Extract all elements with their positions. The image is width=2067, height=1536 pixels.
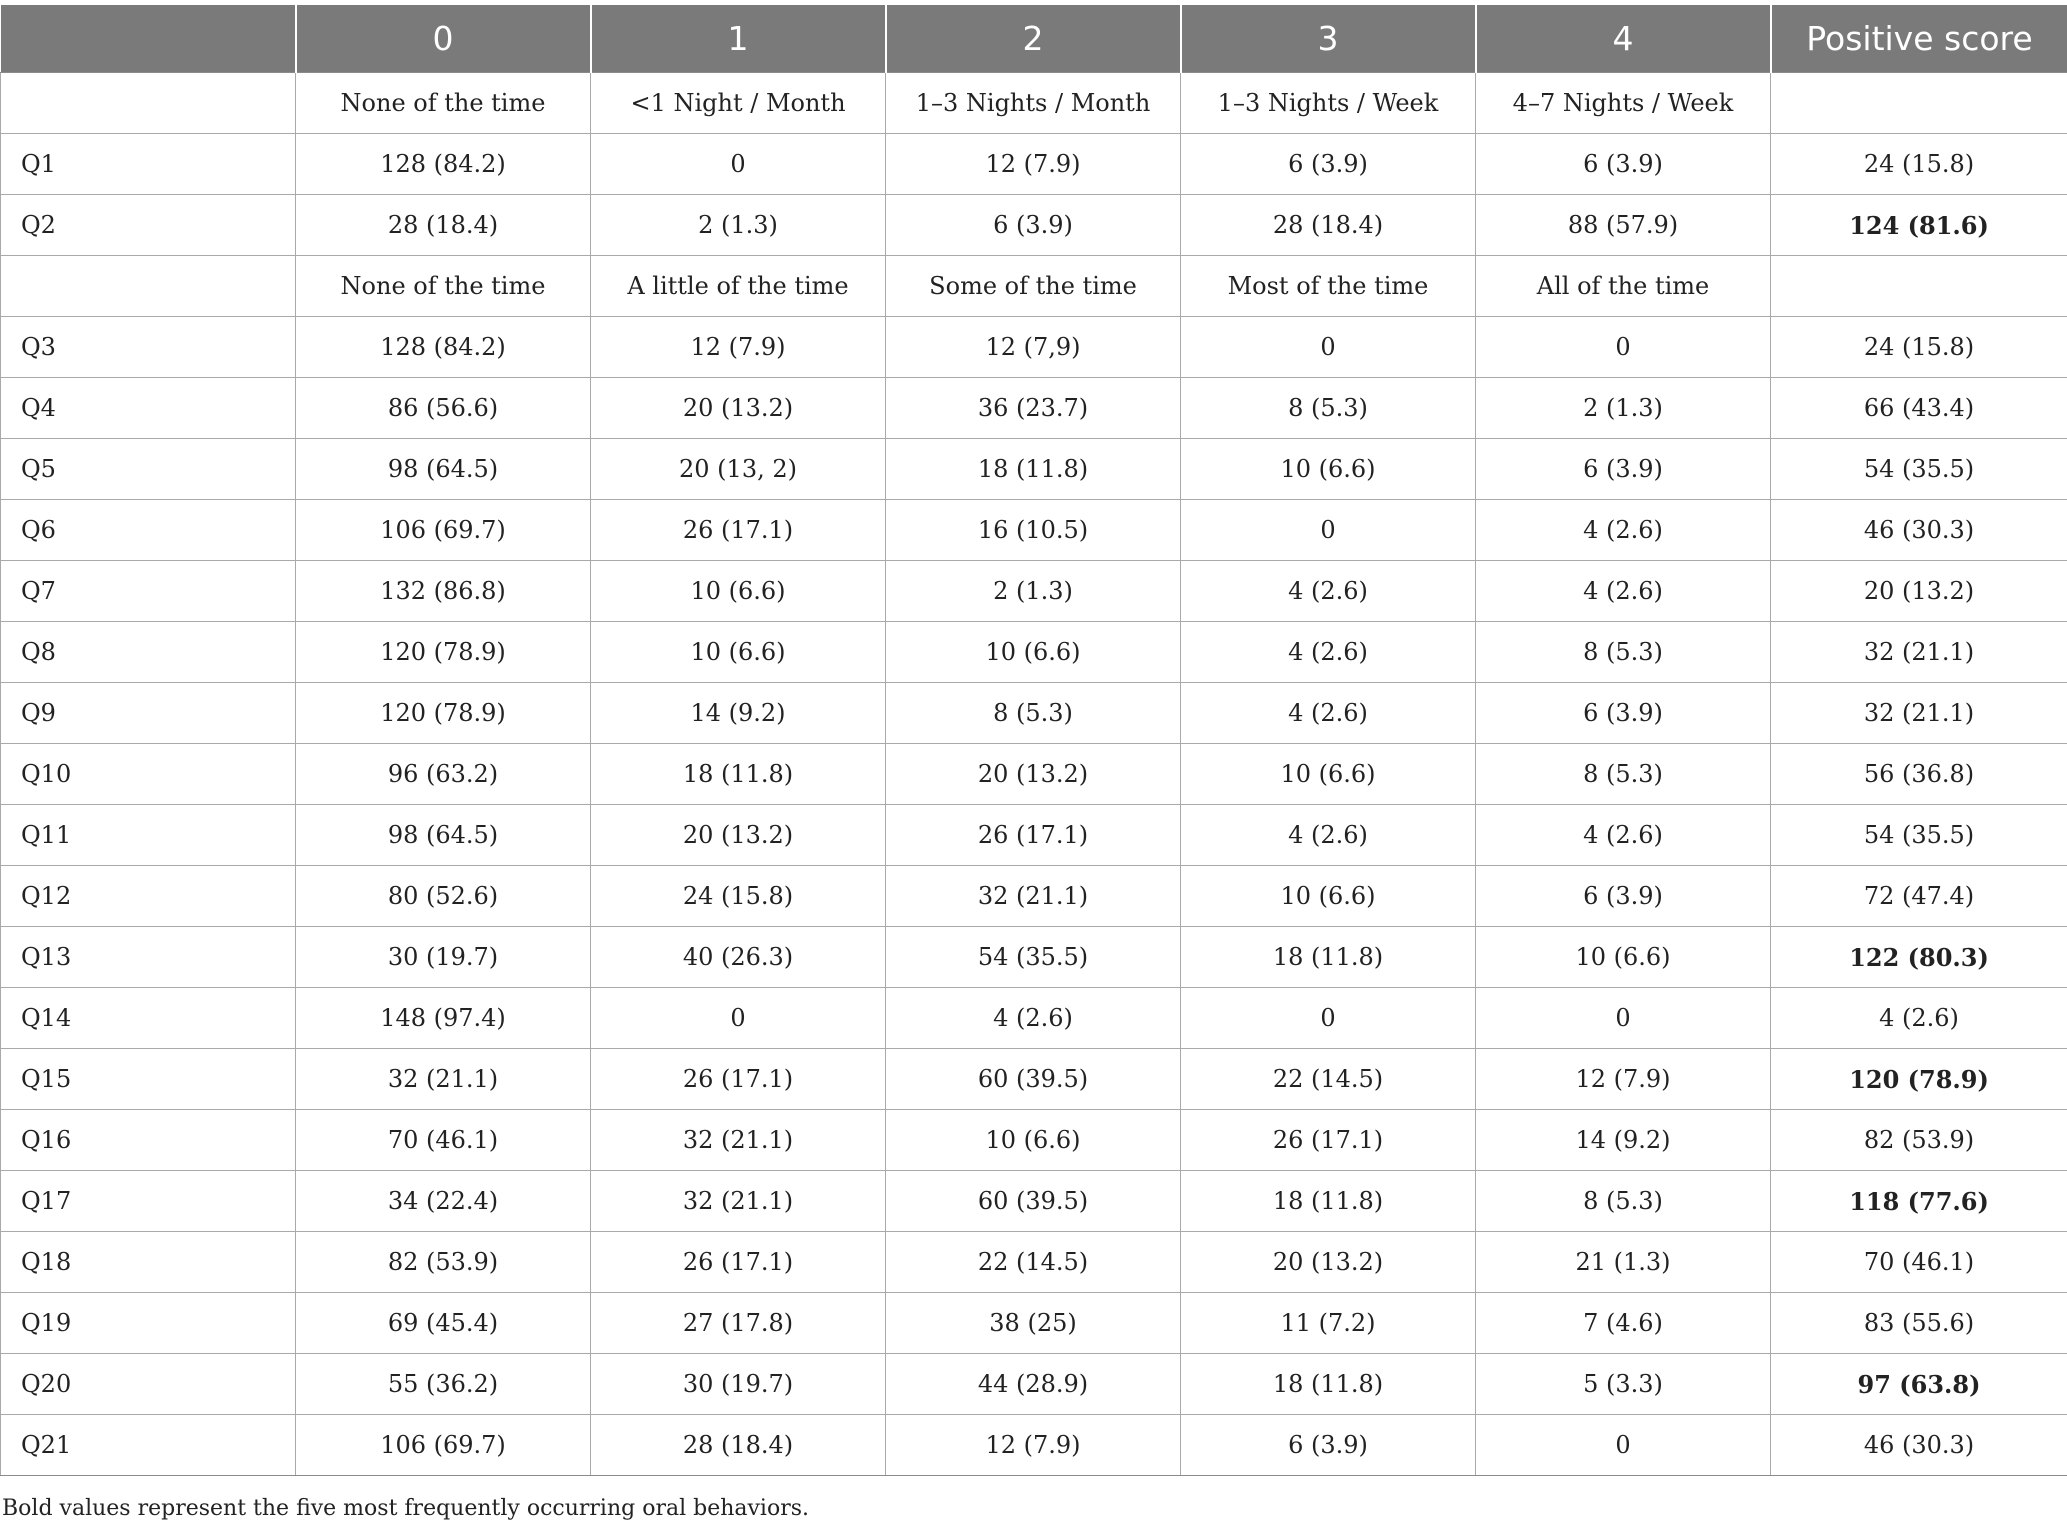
table-cell: 4 (2.6) (1181, 622, 1476, 683)
row-label: Q9 (1, 683, 296, 744)
table-cell: 26 (17.1) (591, 500, 886, 561)
row-label: Q19 (1, 1293, 296, 1354)
table-cell: 0 (591, 988, 886, 1049)
table-cell: 6 (3.9) (1476, 866, 1771, 927)
table-cell: 12 (7.9) (886, 1415, 1181, 1476)
table-cell: 26 (17.1) (1181, 1110, 1476, 1171)
table-cell: 120 (78.9) (296, 622, 591, 683)
table-cell: 18 (11.8) (886, 439, 1181, 500)
table-cell: 4 (2.6) (1476, 805, 1771, 866)
positive-score-cell: 82 (53.9) (1771, 1110, 2067, 1171)
table-cell: 32 (21.1) (886, 866, 1181, 927)
table-cell: 10 (6.6) (1181, 866, 1476, 927)
frequency-label-cell: Some of the time (886, 256, 1181, 317)
frequency-label-cell: 1–3 Nights / Week (1181, 73, 1476, 134)
table-cell: 32 (21.1) (591, 1110, 886, 1171)
table-cell: 26 (17.1) (886, 805, 1181, 866)
oral-behaviors-table (0, 5, 2067, 1476)
table-cell: 36 (23.7) (886, 378, 1181, 439)
positive-score-cell: 118 (77.6) (1771, 1171, 2067, 1232)
table-cell: 106 (69.7) (296, 500, 591, 561)
table-row (1, 805, 2067, 866)
table-cell: 10 (6.6) (1181, 439, 1476, 500)
table-row (1, 439, 2067, 500)
subheader-blank-cell (1, 256, 296, 317)
positive-score-cell: 24 (15.8) (1771, 134, 2067, 195)
table-row (1, 378, 2067, 439)
table-row (1, 866, 2067, 927)
table-cell: 88 (57.9) (1476, 195, 1771, 256)
table-cell: 70 (46.1) (296, 1110, 591, 1171)
row-label: Q4 (1, 378, 296, 439)
table-cell: 4 (2.6) (1476, 561, 1771, 622)
table-row (1, 561, 2067, 622)
table-row (1, 988, 2067, 1049)
table-cell: 26 (17.1) (591, 1232, 886, 1293)
table-cell: 4 (2.6) (1476, 500, 1771, 561)
frequency-label-cell: None of the time (296, 73, 591, 134)
row-label: Q1 (1, 134, 296, 195)
positive-score-cell: 83 (55.6) (1771, 1293, 2067, 1354)
table-cell: 32 (21.1) (296, 1049, 591, 1110)
table-cell: 18 (11.8) (1181, 1171, 1476, 1232)
table-cell: 28 (18.4) (296, 195, 591, 256)
positive-score-cell: 124 (81.6) (1771, 195, 2067, 256)
table-cell: 8 (5.3) (886, 683, 1181, 744)
positive-score-cell: 56 (36.8) (1771, 744, 2067, 805)
table-cell: 10 (6.6) (1476, 927, 1771, 988)
table-cell: 32 (21.1) (591, 1171, 886, 1232)
table-cell: 128 (84.2) (296, 134, 591, 195)
row-label: Q12 (1, 866, 296, 927)
table-cell: 8 (5.3) (1181, 378, 1476, 439)
table-cell: 20 (13.2) (1181, 1232, 1476, 1293)
positive-score-cell: 20 (13.2) (1771, 561, 2067, 622)
table-cell: 8 (5.3) (1476, 1171, 1771, 1232)
table-cell: 120 (78.9) (296, 683, 591, 744)
row-label: Q21 (1, 1415, 296, 1476)
table-cell: 20 (13.2) (886, 744, 1181, 805)
table-cell: 12 (7.9) (591, 317, 886, 378)
table-cell: 10 (6.6) (591, 622, 886, 683)
table-header (1, 5, 2067, 73)
row-label: Q18 (1, 1232, 296, 1293)
subheader-row (1, 256, 2067, 317)
positive-score-cell: 122 (80.3) (1771, 927, 2067, 988)
positive-score-cell: 66 (43.4) (1771, 378, 2067, 439)
table-row (1, 622, 2067, 683)
table-cell: 12 (7.9) (886, 134, 1181, 195)
table-cell: 38 (25) (886, 1293, 1181, 1354)
row-label: Q11 (1, 805, 296, 866)
header-cell-score-2: 2 (886, 5, 1181, 73)
table-row (1, 1049, 2067, 1110)
table-cell: 82 (53.9) (296, 1232, 591, 1293)
table-row (1, 1232, 2067, 1293)
table-cell: 132 (86.8) (296, 561, 591, 622)
row-label: Q10 (1, 744, 296, 805)
row-label: Q6 (1, 500, 296, 561)
table-cell: 98 (64.5) (296, 439, 591, 500)
positive-score-cell: 54 (35.5) (1771, 805, 2067, 866)
positive-score-cell: 97 (63.8) (1771, 1354, 2067, 1415)
row-label: Q2 (1, 195, 296, 256)
table-cell: 30 (19.7) (591, 1354, 886, 1415)
table-cell: 86 (56.6) (296, 378, 591, 439)
table-cell: 10 (6.6) (591, 561, 886, 622)
table-row (1, 927, 2067, 988)
table-cell: 60 (39.5) (886, 1171, 1181, 1232)
table-cell: 7 (4.6) (1476, 1293, 1771, 1354)
table-cell: 2 (1.3) (591, 195, 886, 256)
table-cell: 148 (97.4) (296, 988, 591, 1049)
table-row (1, 1293, 2067, 1354)
table-cell: 0 (1181, 988, 1476, 1049)
table-cell: 4 (2.6) (1181, 561, 1476, 622)
positive-score-cell: 46 (30.3) (1771, 500, 2067, 561)
positive-score-cell: 24 (15.8) (1771, 317, 2067, 378)
frequency-label-cell: 1–3 Nights / Month (886, 73, 1181, 134)
table-cell: 20 (13.2) (591, 805, 886, 866)
table-cell: 18 (11.8) (591, 744, 886, 805)
table-cell: 106 (69.7) (296, 1415, 591, 1476)
table-cell: 10 (6.6) (1181, 744, 1476, 805)
table-cell: 0 (1181, 500, 1476, 561)
table-row (1, 1354, 2067, 1415)
header-cell-score-0: 0 (296, 5, 591, 73)
table-cell: 2 (1.3) (886, 561, 1181, 622)
table-row (1, 1415, 2067, 1476)
table-cell: 0 (591, 134, 886, 195)
table-cell: 5 (3.3) (1476, 1354, 1771, 1415)
table-cell: 0 (1181, 317, 1476, 378)
table-row (1, 744, 2067, 805)
table-cell: 6 (3.9) (886, 195, 1181, 256)
frequency-label-cell: <1 Night / Month (591, 73, 886, 134)
header-cell-score-3: 3 (1181, 5, 1476, 73)
table-cell: 80 (52.6) (296, 866, 591, 927)
table-cell: 27 (17.8) (591, 1293, 886, 1354)
frequency-label-cell: A little of the time (591, 256, 886, 317)
subheader-blank-cell (1, 73, 296, 134)
table-cell: 69 (45.4) (296, 1293, 591, 1354)
table-cell: 6 (3.9) (1476, 134, 1771, 195)
table-cell: 21 (1.3) (1476, 1232, 1771, 1293)
table-cell: 22 (14.5) (886, 1232, 1181, 1293)
table-footnote: Bold values represent the five most frequently occurring oral behaviors. (2, 1496, 810, 1521)
positive-score-cell: 46 (30.3) (1771, 1415, 2067, 1476)
table-cell: 0 (1476, 1415, 1771, 1476)
table-row (1, 683, 2067, 744)
positive-score-cell: 32 (21.1) (1771, 622, 2067, 683)
table-row (1, 134, 2067, 195)
table-cell: 8 (5.3) (1476, 622, 1771, 683)
table-cell: 14 (9.2) (591, 683, 886, 744)
row-label: Q14 (1, 988, 296, 1049)
table-cell: 12 (7,9) (886, 317, 1181, 378)
table-cell: 4 (2.6) (886, 988, 1181, 1049)
table-cell: 4 (2.6) (1181, 683, 1476, 744)
row-label: Q3 (1, 317, 296, 378)
table-cell: 28 (18.4) (591, 1415, 886, 1476)
table-cell: 18 (11.8) (1181, 1354, 1476, 1415)
table-cell: 55 (36.2) (296, 1354, 591, 1415)
table-cell: 28 (18.4) (1181, 195, 1476, 256)
table-cell: 18 (11.8) (1181, 927, 1476, 988)
table-cell: 22 (14.5) (1181, 1049, 1476, 1110)
table-cell: 8 (5.3) (1476, 744, 1771, 805)
row-label: Q13 (1, 927, 296, 988)
table-cell: 16 (10.5) (886, 500, 1181, 561)
table-cell: 60 (39.5) (886, 1049, 1181, 1110)
table-cell: 44 (28.9) (886, 1354, 1181, 1415)
row-label: Q16 (1, 1110, 296, 1171)
table-cell: 6 (3.9) (1476, 439, 1771, 500)
table-row (1, 1110, 2067, 1171)
data-table-container (0, 5, 2067, 1476)
table-cell: 14 (9.2) (1476, 1110, 1771, 1171)
row-label: Q15 (1, 1049, 296, 1110)
table-cell: 20 (13.2) (591, 378, 886, 439)
header-cell-score-4: 4 (1476, 5, 1771, 73)
row-label: Q8 (1, 622, 296, 683)
table-cell: 0 (1476, 988, 1771, 1049)
table-row (1, 1171, 2067, 1232)
subheader-blank-cell (1771, 256, 2067, 317)
table-cell: 6 (3.9) (1476, 683, 1771, 744)
row-label: Q20 (1, 1354, 296, 1415)
subheader-blank-cell (1771, 73, 2067, 134)
positive-score-cell: 4 (2.6) (1771, 988, 2067, 1049)
table-cell: 12 (7.9) (1476, 1049, 1771, 1110)
table-cell: 2 (1.3) (1476, 378, 1771, 439)
positive-score-cell: 72 (47.4) (1771, 866, 2067, 927)
subheader-row (1, 73, 2067, 134)
table-row (1, 195, 2067, 256)
table-row (1, 500, 2067, 561)
table-cell: 30 (19.7) (296, 927, 591, 988)
positive-score-cell: 120 (78.9) (1771, 1049, 2067, 1110)
table-cell: 98 (64.5) (296, 805, 591, 866)
table-cell: 10 (6.6) (886, 1110, 1181, 1171)
table-cell: 11 (7.2) (1181, 1293, 1476, 1354)
row-label: Q5 (1, 439, 296, 500)
table-cell: 54 (35.5) (886, 927, 1181, 988)
frequency-label-cell: All of the time (1476, 256, 1771, 317)
header-cell-score-1: 1 (591, 5, 886, 73)
header-cell-positive-score: Positive score (1771, 5, 2067, 73)
table-cell: 10 (6.6) (886, 622, 1181, 683)
header-row (1, 5, 2067, 73)
row-label: Q17 (1, 1171, 296, 1232)
table-cell: 20 (13, 2) (591, 439, 886, 500)
positive-score-cell: 32 (21.1) (1771, 683, 2067, 744)
table-cell: 6 (3.9) (1181, 134, 1476, 195)
table-cell: 24 (15.8) (591, 866, 886, 927)
frequency-label-cell: None of the time (296, 256, 591, 317)
frequency-label-cell: Most of the time (1181, 256, 1476, 317)
table-cell: 40 (26.3) (591, 927, 886, 988)
table-cell: 128 (84.2) (296, 317, 591, 378)
table-cell: 4 (2.6) (1181, 805, 1476, 866)
table-cell: 34 (22.4) (296, 1171, 591, 1232)
table-cell: 0 (1476, 317, 1771, 378)
table-cell: 6 (3.9) (1181, 1415, 1476, 1476)
table-body (1, 73, 2067, 1476)
table-row (1, 317, 2067, 378)
row-label: Q7 (1, 561, 296, 622)
frequency-label-cell: 4–7 Nights / Week (1476, 73, 1771, 134)
table-cell: 96 (63.2) (296, 744, 591, 805)
header-cell-blank (1, 5, 296, 73)
positive-score-cell: 70 (46.1) (1771, 1232, 2067, 1293)
table-cell: 26 (17.1) (591, 1049, 886, 1110)
positive-score-cell: 54 (35.5) (1771, 439, 2067, 500)
